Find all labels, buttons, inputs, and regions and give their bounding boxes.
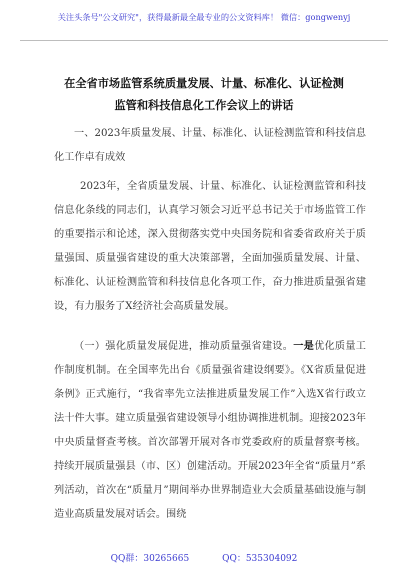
header-divider (20, 40, 388, 41)
footer-qq-group: QQ群：30265665 (110, 554, 190, 564)
intro-paragraph: 2023年，全省质量发展、计量、标准化、认证检测监管和科技信息化条线的同志们，认真学习领会习近平总书记关于市场监管工作的重要指示和论述，深入贯彻落实党中央国务院和省委省政府关于质量强国、质量强省建设的重大决策部署，全面加强质量发展、计量、标准化、认证检测监管和科技信息化各项工作，奋力推进质量强省建设，有力服务了X经济社会高质量发展。 (54, 181, 366, 312)
document-title-line-2: 监管和科技信息化工作会议上的讲话 (114, 99, 294, 112)
document-title-line-1: 在全省市场监管系统质量发展、计量、标准化、认证检测 (64, 77, 344, 90)
subsection-lead: （一）强化质量发展促进，推动质量强省建设。 (74, 341, 294, 352)
section-heading: 一、2023年质量发展、计量、标准化、认证检测监管和科技信息化工作卓有成效 (54, 128, 366, 163)
subsection-body: 优化质量工作制度机制。在全国率先出台《质量强省建设纲要》。《X省质量促进条例》正式施行，“我省率先立法推进质量发展工作”入选X省行政立法十件大事。建立质量强省建设领导小组协调推进机制。迎接2023年中央质量督查考核。首次部署开展对各市党委政府的质量督察考核。持续开展质量强县（市、区）创建活动。开展2023年全省“质量月”系列活动，首次在“质量月”期间举办世界制造业大会质量基础设施与制造业高质量发展对话会。围绕 (54, 341, 366, 520)
footer-qq: QQ：535304092 (222, 554, 298, 564)
subsection-paragraph (54, 334, 366, 527)
header-notice: 关注头条号"公文研究"，获得最新最全最专业的公文资料库！ 微信：gongwenyj (57, 12, 351, 22)
footer-contact (20, 551, 388, 564)
subsection-bold-marker: 一是 (293, 340, 315, 352)
